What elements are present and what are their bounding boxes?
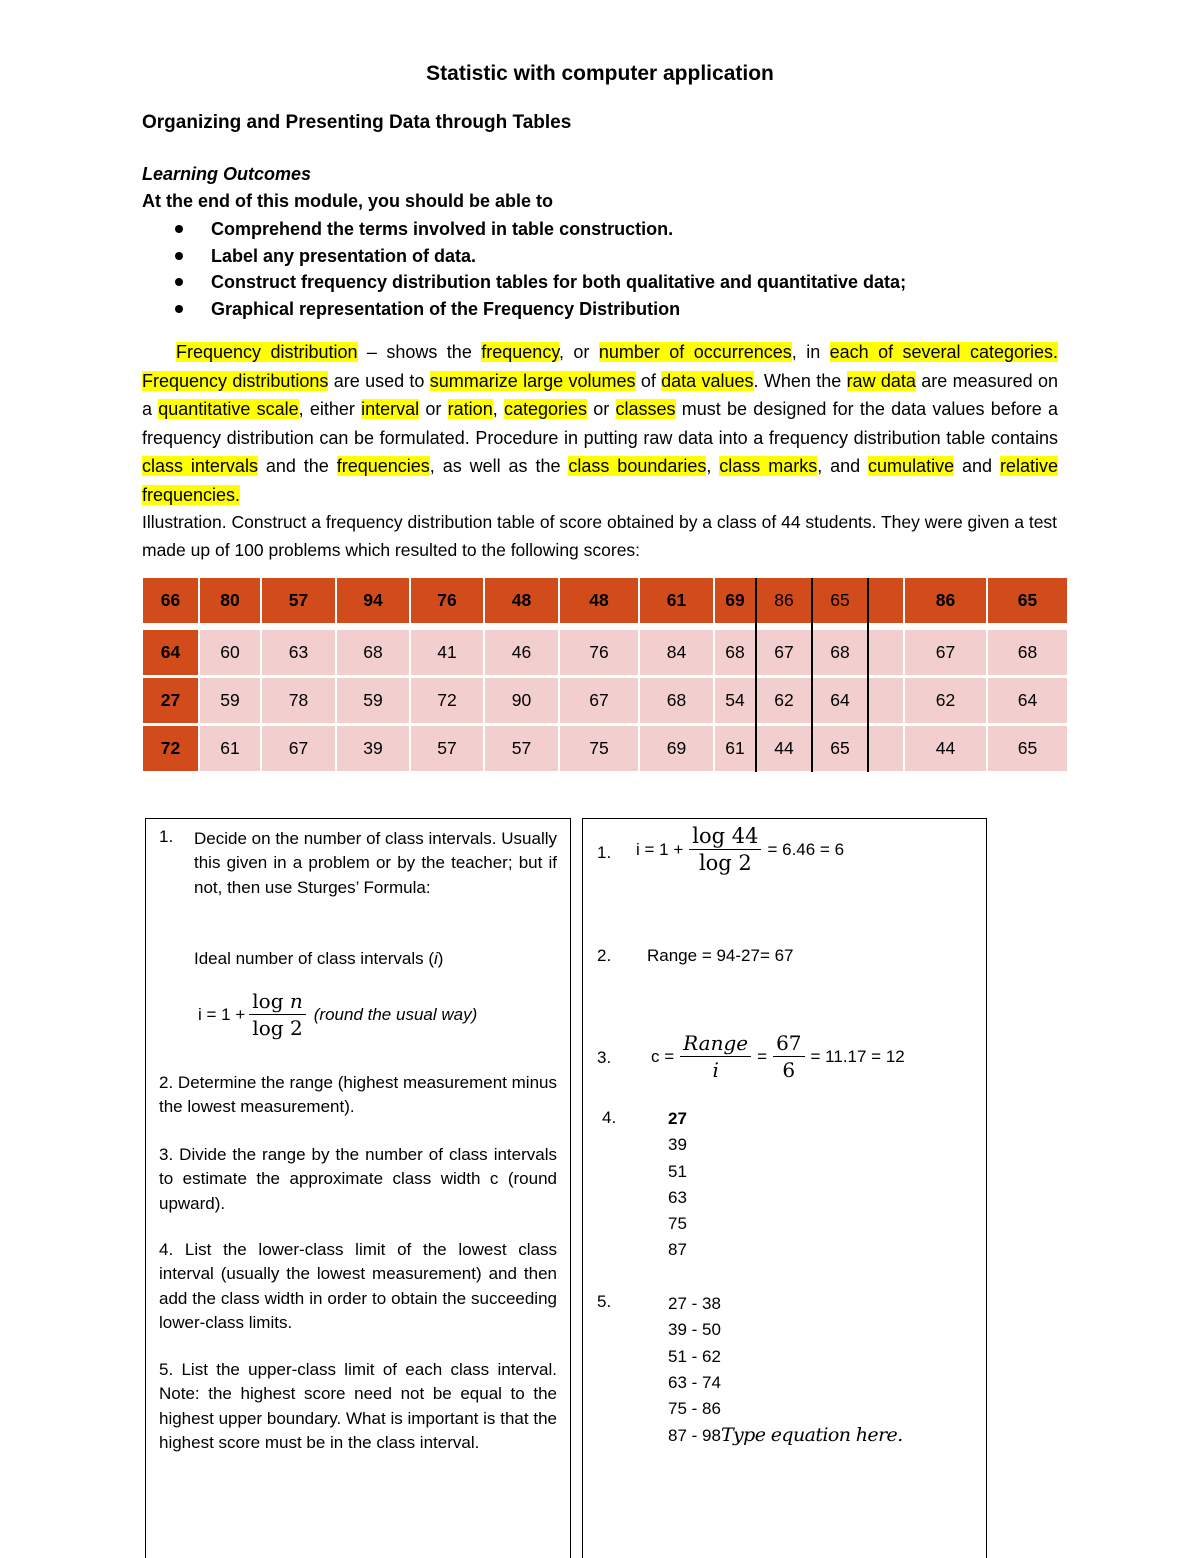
table-cell: 62 xyxy=(905,678,986,723)
table-cell: 61 xyxy=(640,578,713,623)
illustration-text: Illustration. Construct a frequency distribution table of score obtained by a class of 44 students. They were given a test made up of 100 problems which resulted to the following scores: xyxy=(142,512,1058,560)
table-divider xyxy=(755,578,757,772)
list-item: Label any presentation of data. xyxy=(172,243,906,270)
paragraph-text: or xyxy=(587,399,616,420)
highlighted-term: interval xyxy=(361,399,420,420)
table-cell: 65 xyxy=(988,578,1067,623)
table-cell: 57 xyxy=(262,578,335,623)
table-cell: 68 xyxy=(813,630,867,675)
highlighted-term: Frequency distribution xyxy=(176,342,358,362)
bullet-icon xyxy=(175,305,183,313)
learning-outcomes-intro: At the end of this module, you should be able to xyxy=(142,191,554,211)
table-cell: 64 xyxy=(813,678,867,723)
step-2-text: 2. Determine the range (highest measurement minus the lowest measurement). xyxy=(159,1073,557,1117)
learning-outcomes-list xyxy=(172,216,906,322)
table-cell: 94 xyxy=(337,578,409,623)
highlighted-term: relative frequencies. xyxy=(142,456,1058,505)
work-number: 3. xyxy=(597,1048,612,1067)
table-cell: 65 xyxy=(813,726,867,771)
paragraph-text: . When the xyxy=(753,370,847,391)
learning-outcomes-heading: Learning Outcomes xyxy=(142,164,312,184)
table-cell: 27 xyxy=(143,678,198,723)
table-cell: 46 xyxy=(485,630,558,675)
list-item: 51 xyxy=(668,1161,687,1181)
table-cell: 44 xyxy=(757,726,811,771)
step-4-text: 4. List the lower-class limit of the lowest class interval (usually the lowest measurement) and then add the class width in order to obtain the succeeding lower-class limits. xyxy=(159,1240,557,1333)
work-1-formula: i = 1 + $\frac{\log 44}{\log 2}$ = 6.46 = 6 xyxy=(636,824,845,875)
table-cell: 62 xyxy=(757,678,811,723)
list-item: Comprehend the terms involved in table construction. xyxy=(172,216,906,243)
work-2-range: Range = 94-27= 67 xyxy=(647,946,794,965)
table-cell: 68 xyxy=(337,630,409,675)
highlighted-term: quantitative scale xyxy=(158,399,299,420)
table-cell: 72 xyxy=(143,726,198,771)
table-cell: 64 xyxy=(988,678,1067,723)
highlighted-term: data values xyxy=(661,370,754,391)
table-cell: 67 xyxy=(757,630,811,675)
table-row xyxy=(143,578,1067,623)
table-cell: 80 xyxy=(200,578,260,623)
list-item: 87 xyxy=(668,1240,687,1260)
table-cell: 68 xyxy=(715,630,755,675)
table-cell: 67 xyxy=(560,678,638,723)
lower-class-limits xyxy=(668,1106,687,1264)
table-cell: 64 xyxy=(143,630,198,675)
scores-table xyxy=(143,578,1067,771)
bullet-icon xyxy=(175,252,183,260)
table-cell: 61 xyxy=(715,726,755,771)
table-cell: 69 xyxy=(715,578,755,623)
list-item: Construct frequency distribution tables for both qualitative and quantitative data; xyxy=(172,269,906,296)
table-divider xyxy=(811,578,813,772)
table-cell: 75 xyxy=(560,726,638,771)
list-item: 39 - 50 xyxy=(668,1320,721,1340)
list-item: 63 xyxy=(668,1187,687,1207)
table-cell: 54 xyxy=(715,678,755,723)
table-cell: 78 xyxy=(262,678,335,723)
table-cell: 41 xyxy=(411,630,483,675)
paragraph-text: , in xyxy=(791,342,830,362)
table-row xyxy=(143,678,1067,723)
step-3-text: 3. Divide the range by the number of class intervals to estimate the approximate class width c (round upward). xyxy=(159,1145,557,1213)
highlighted-term: summarize large volumes xyxy=(429,370,636,391)
list-item: 51 - 62 xyxy=(668,1346,721,1366)
table-cell: 65 xyxy=(988,726,1067,771)
table-cell: 68 xyxy=(988,630,1067,675)
paragraph-text: are used to xyxy=(328,370,430,391)
list-item: 75 - 86 xyxy=(668,1399,721,1419)
work-number: 1. xyxy=(597,843,612,862)
class-intervals-list xyxy=(668,1291,903,1450)
table-cell xyxy=(869,630,903,675)
table-cell: 76 xyxy=(560,630,638,675)
table-cell xyxy=(869,678,903,723)
section-subtitle: Organizing and Presenting Data through Tables xyxy=(142,112,572,133)
equation-placeholder[interactable]: Type equation here. xyxy=(720,1424,903,1447)
table-cell: 44 xyxy=(905,726,986,771)
list-item: 27 - 38 xyxy=(668,1294,721,1313)
paragraph-text: , as well as the xyxy=(429,456,569,477)
list-item: 39 xyxy=(668,1135,687,1155)
table-cell: 65 xyxy=(813,578,867,623)
highlighted-term: class intervals xyxy=(142,456,258,477)
table-cell: 59 xyxy=(337,678,409,723)
highlighted-term: class boundaries xyxy=(568,456,707,477)
work-number: 4. xyxy=(602,1108,617,1127)
ideal-intervals-label: Ideal number of class intervals (i) xyxy=(194,949,444,968)
highlighted-term: raw data xyxy=(846,370,916,391)
table-cell xyxy=(869,578,903,623)
frequency-distribution-paragraph xyxy=(142,338,1058,510)
step-1-text: Decide on the number of class intervals. Usually this given in a problem or by the teacher; but if not, then use Sturges’ Formula: xyxy=(194,829,557,897)
table-divider xyxy=(867,578,869,772)
work-number: 5. xyxy=(597,1292,612,1311)
table-cell: 60 xyxy=(200,630,260,675)
table-cell: 63 xyxy=(262,630,335,675)
table-cell: 84 xyxy=(640,630,713,675)
paragraph-text: , xyxy=(492,399,504,420)
work-3-class-width: c = $\frac{\text{Range}}{i}$ = $\frac{67}{6}$ = 11.17 = 12 xyxy=(651,1031,905,1082)
paragraph-text: , either xyxy=(298,399,362,420)
highlighted-term: frequency xyxy=(481,342,559,362)
paragraph-text: , and xyxy=(817,456,869,477)
step-5-text: 5. List the upper-class limit of each class interval. Note: the highest score need not be equal to the highest upper boundary. What is important is that the highest score must be in the class interval. xyxy=(159,1360,557,1453)
paragraph-text: and the xyxy=(257,456,337,477)
table-cell: 57 xyxy=(411,726,483,771)
table-row xyxy=(143,726,1067,771)
table-cell: 59 xyxy=(200,678,260,723)
sturges-formula: i = 1 + $\frac{\text{log n}}{\log 2}$ (round the usual way) xyxy=(198,989,478,1040)
paragraph-text: – shows the xyxy=(357,342,482,362)
list-item: 87 - 98Type equation here. xyxy=(668,1424,903,1447)
table-cell: 67 xyxy=(262,726,335,771)
table-cell: 66 xyxy=(143,578,198,623)
highlighted-term: each of several categories. xyxy=(829,342,1059,362)
paragraph-text: of xyxy=(635,370,662,391)
table-cell: 48 xyxy=(560,578,638,623)
highlighted-term: cumulative xyxy=(868,456,955,477)
table-cell: 48 xyxy=(485,578,558,623)
bullet-icon xyxy=(175,225,183,233)
highlighted-term: Frequency distributions xyxy=(142,370,329,391)
table-cell: 39 xyxy=(337,726,409,771)
paragraph-text: or xyxy=(419,399,448,420)
table-cell: 69 xyxy=(640,726,713,771)
list-item: 63 - 74 xyxy=(668,1372,721,1392)
table-cell: 86 xyxy=(757,578,811,623)
table-cell xyxy=(869,726,903,771)
table-cell: 68 xyxy=(640,678,713,723)
page-title: Statistic with computer application xyxy=(426,62,774,85)
highlighted-term: ration xyxy=(447,399,493,420)
table-cell: 90 xyxy=(485,678,558,723)
table-cell: 76 xyxy=(411,578,483,623)
table-row xyxy=(143,630,1067,675)
paragraph-text: , or xyxy=(558,342,599,362)
table-cell: 61 xyxy=(200,726,260,771)
paragraph-text: are measured on a xyxy=(142,370,1058,420)
table-cell: 72 xyxy=(411,678,483,723)
step-number: 1. xyxy=(159,827,174,846)
table-cell: 57 xyxy=(485,726,558,771)
highlighted-term: number of occurrences xyxy=(598,342,792,362)
highlighted-term: categories xyxy=(503,399,588,420)
list-item: 27 xyxy=(668,1109,687,1128)
highlighted-term: class marks xyxy=(719,456,818,477)
work-number: 2. xyxy=(597,946,612,965)
paragraph-text: and xyxy=(954,456,1000,477)
paragraph-text: must be designed for the data values before a frequency distribution can be formulated. Procedure in putting raw data into a frequency distribution table contains xyxy=(142,399,1058,448)
table-cell: 67 xyxy=(905,630,986,675)
paragraph-text: , xyxy=(706,456,720,477)
list-item: Graphical representation of the Frequency Distribution xyxy=(172,296,906,323)
highlighted-term: frequencies xyxy=(336,456,430,477)
highlighted-term: classes xyxy=(615,399,676,420)
list-item: 75 xyxy=(668,1214,687,1234)
table-cell: 86 xyxy=(905,578,986,623)
bullet-icon xyxy=(175,278,183,286)
